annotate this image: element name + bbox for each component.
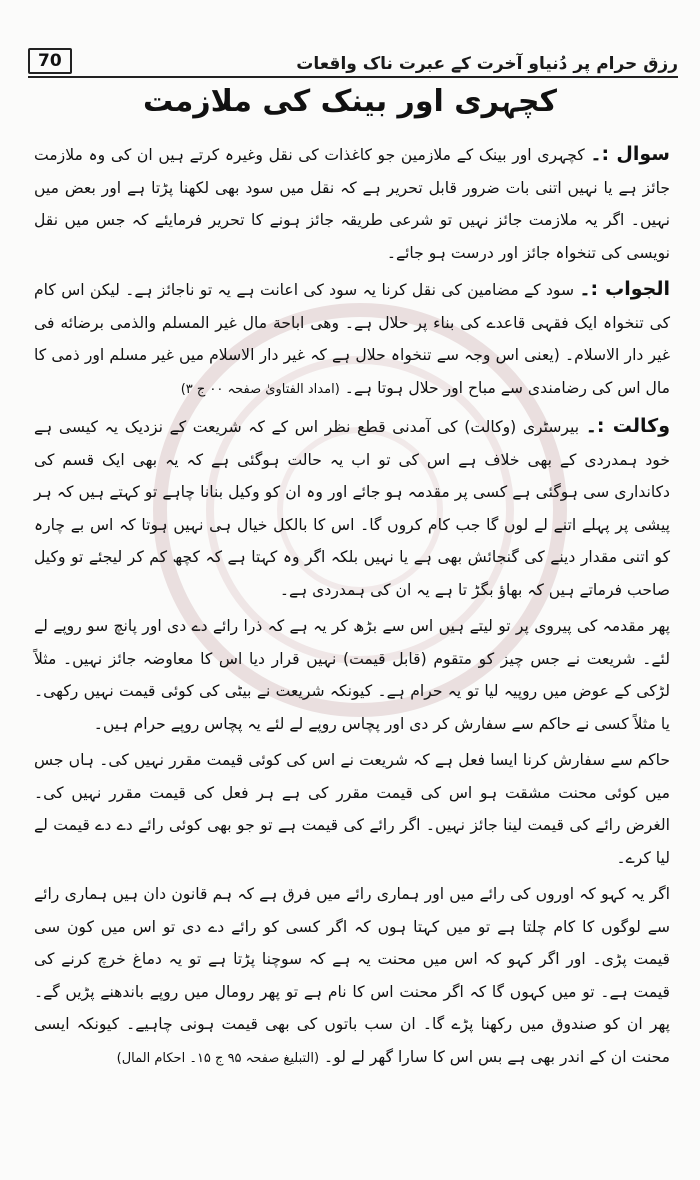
- paragraph-text: پھر مقدمہ کی پیروی پر تو لیتے ہیں اس سے بڑھ کر یہ ہے کہ ذرا رائے دے دی اور پانچ سو روپے لے لئے۔ شریعت نے جس چیز کو متقوم (قابل قیمت) نہیں قرار دیا اس کا معاوضہ جائز نہیں۔ مثلاً لڑکی کے عوض میں روپیہ لیا تو یہ حرام ہے۔ کیونکہ شریعت نے بیٹی کی کوئی قیمت نہیں رکھی۔ یا مثلاً کسی نے حاکم سے سفارش کر دی اور پچاس روپے لے لئے یہ پچاس روپے حرام ہیں۔: [34, 617, 670, 733]
- header-divider: [28, 76, 678, 78]
- paragraph-question: [34, 138, 670, 269]
- paragraph-answer: [34, 273, 670, 406]
- body-text: [34, 138, 670, 1140]
- running-head: رزق حرام پر دُنیاو آخرت کے عبرت ناک واقعات: [296, 54, 678, 74]
- page-header: [28, 40, 678, 74]
- paragraph-text: سود کے مضامین کی نقل کرنا یہ سود کی اعانت ہے یہ تو ناجائز ہے۔ لیکن اس کام کی تنخواہ ایک فقہی قاعدے کی بناء پر حلال ہے۔ وھی اباحة مال غیر المسلم والذمی برضائه فی غیر دار الاسلام۔ (یعنی اس وجہ سے تنخواہ حلال ہے کہ غیر دار الاسلام میں غیر مسلم اور ذمی کا مال اس کی رضامندی سے مباح اور حلال ہوتا ہے۔: [34, 281, 670, 397]
- paragraph-text-block: [34, 878, 670, 1075]
- page-title: کچہری اور بینک کی ملازمت: [142, 84, 557, 119]
- reference-citation: (امداد الفتاویٰ صفحہ ۰۰ ج ۳): [180, 381, 340, 397]
- paragraph-text: اگر یہ کہو کہ اوروں کی رائے میں اور ہماری رائے میں فرق ہے کہ ہم قانون دان ہیں ہماری رائے سے لوگوں کا کام چلتا ہے تو میں کہتا ہوں کہ اگر کسی کو رائے دے دی تو اس میں کون سی قیمت پڑی۔ اور اگر کہو کہ اس میں محنت یہ ہے کہ سوچنا پڑتا ہے تو یہ دماغ خرچ کرنے کی قیمت ہے۔ تو میں کہوں گا کہ اگر محنت اس کا نام ہے تو پھر رومال میں روپے باندھنے پڑیں گے۔ پھر ان کو صندوق میں رکھنا پڑے گا۔ ان سب باتوں کی بھی قیمت ہونی چاہیے۔ کیونکہ ایسی محنت ان کے اندر بھی ہے بس اس کا سارا گھر لے لو۔: [34, 885, 670, 1066]
- page-number: 70: [28, 48, 72, 74]
- paragraph-lead: وکالت :۔: [585, 415, 670, 437]
- reference-citation: (التبلیغ صفحہ ۹۵ ج ۱۵۔ احکام المال): [116, 1050, 320, 1066]
- paragraph-wakalat: [34, 410, 670, 606]
- paragraph-text: بیرسٹری (وکالت) کی آمدنی قطع نظر اس کے کہ شریعت کے نزدیک یہ کیسی ہے خود ہمدردی کے بھی خلاف ہے اس کی تو اب یہ حالت ہوگئی ہے کہ یہ بھی ایک قسم کی دکانداری سی ہوگئی ہے کسی پر مقدمہ ہو جائے اور وہ ان کو وکیل بنانا چاہے تو کہتے ہیں کہ ہر پیشی پر پہلے اتنے لے لوں گا جب کام کروں گا۔ اس کا بالکل خیال ہی نہیں ہوتا کہ اس بے چارہ کو اتنی مقدار دینے کی گنجائش بھی ہے یا نہیں بلکہ اگر وہ کہتا ہے کہ کچھ کم کر لیجئے تو وکیل صاحب فرماتے ہیں کہ بھاؤ بگڑ تا ہے یہ ان کی ہمدردی ہے۔: [34, 418, 670, 599]
- paragraph-text: حاکم سے سفارش کرنا ایسا فعل ہے کہ شریعت نے اس کی کوئی قیمت مقرر نہیں کی۔ ہاں جس میں کوئی محنت مشقت ہو اس کی قیمت مقرر کی ہے ہر فعل کی قیمت مقرر نہیں کی۔ الغرض رائے کی قیمت لینا جائز نہیں۔ اگر رائے کی قیمت ہے تو جو بھی کوئی رائے دے دے قیمت لے لیا کرے۔: [34, 751, 670, 867]
- paragraph-lead: سوال :۔: [590, 143, 670, 165]
- paragraph-text-block: [34, 744, 670, 874]
- paragraph-text: کچہری اور بینک کے ملازمین جو کاغذات کی نقل وغیرہ کرتے ہیں ان کی وہ ملازمت جائز ہے یا نہیں اتنی بات ضرور قابل تحریر ہے کہ نقل میں سود بھی لکھنا پڑتا ہے اور بعض میں نہیں۔ اگر یہ ملازمت جائز نہیں تو شرعی طریقہ جائز ہونے کا تحریر فرمایئے کہ جس میں نقل نویسی کی تنخواہ جائز اور درست ہو جائے۔: [34, 146, 670, 262]
- paragraph-text-block: [34, 610, 670, 740]
- paragraph-lead: الجواب :۔: [579, 278, 670, 300]
